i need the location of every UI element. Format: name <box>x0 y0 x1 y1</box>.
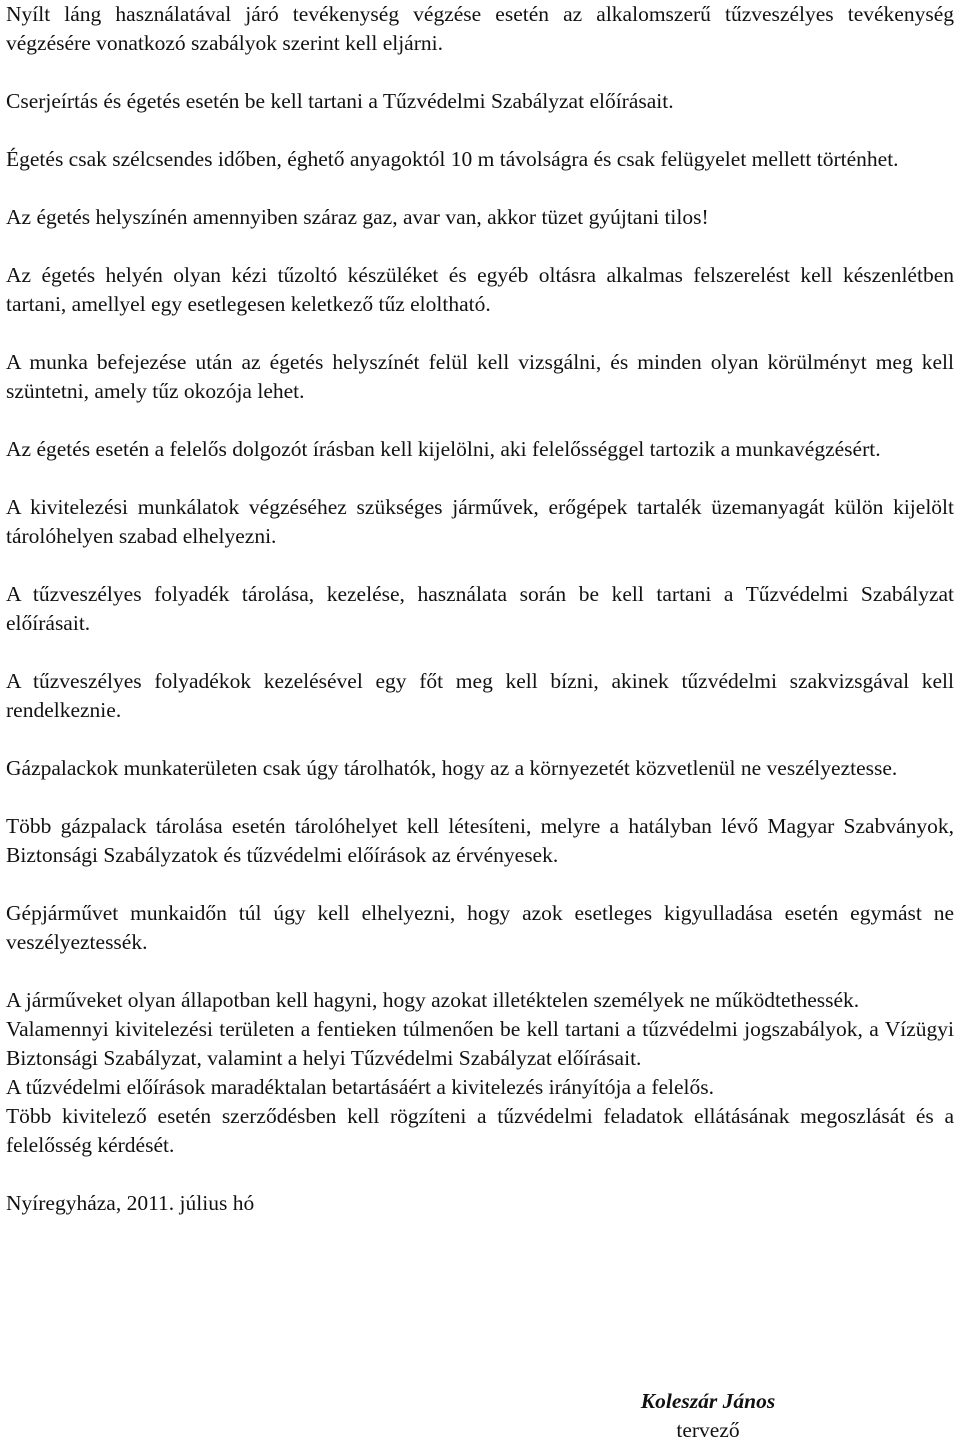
paragraph-site-inspection: A munka befejezése után az égetés helyszínét felül kell vizsgálni, és minden olyan körülményt meg kell szüntetni, amely tűz okozója lehet. <box>6 350 954 403</box>
paragraph-burning-conditions: Égetés csak szélcsendes időben, éghető anyagoktól 10 m távolságra és csak felügyelet mellett történhet. <box>6 147 899 171</box>
paragraph-dry-weeds: Az égetés helyszínén amennyiben száraz gaz, avar van, akkor tüzet gyújtani tilos! <box>6 205 709 229</box>
paragraph-brush-clearing: Cserjeírtás és égetés esetén be kell tartani a Tűzvédelmi Szabályzat előírásait. <box>6 89 674 113</box>
paragraph-vehicle-state: A járműveket olyan állapotban kell hagyni, hogy azokat illetéktelen személyek ne működtethessék. <box>6 988 860 1012</box>
paragraph-open-flame: Nyílt láng használatával járó tevékenység végzése esetén az alkalomszerű tűzveszélyes tevékenység végzésére vonatkozó szabályok szerint kell eljárni. <box>6 2 954 55</box>
paragraph-gas-cylinders: Gázpalackok munkaterületen csak úgy tárolhatók, hogy az a környezetét közvetlenül ne veszélyeztesse. <box>6 756 898 780</box>
paragraph-all-sites: Valamennyi kivitelezési területen a fentieken túlmenően be kell tartani a tűzvédelmi jogszabályok, a Vízügyi Biztonsági Szabályzat, valamint a helyi Tűzvédelmi Szabályzat előírásait. <box>6 1017 954 1070</box>
signature-name: Koleszár János <box>640 1389 776 1413</box>
paragraph-multiple-cylinders: Több gázpalack tárolása esetén tárolóhelyet kell létesíteni, melyre a hatályban lévő Magyar Szabványok, Biztonsági Szabályzatok és tűzvédelmi előírások az érvényesek. <box>6 814 954 867</box>
signature-block <box>628 1387 788 1445</box>
date-line: Nyíregyháza, 2011. július hó <box>6 1191 255 1215</box>
paragraph-fuel-storage: A kivitelezési munkálatok végzéséhez szükséges járművek, erőgépek tartalék üzemanyagát külön kijelölt tárolóhelyen szabad elhelyezni. <box>6 495 954 548</box>
paragraph-extinguisher: Az égetés helyén olyan kézi tűzoltó készüléket és egyéb oltásra alkalmas felszerelést kell készenlétben tartani, amellyel egy esetlegesen keletkező tűz eloltható. <box>6 263 954 316</box>
signature-role: tervező <box>676 1418 740 1442</box>
paragraph-accountability: A tűzvédelmi előírások maradéktalan betartásáért a kivitelezés irányítója a felelős. <box>6 1075 714 1099</box>
paragraph-vehicle-parking: Gépjárművet munkaidőn túl úgy kell elhelyezni, hogy azok esetleges kigyulladása esetén egymást ne veszélyeztessék. <box>6 901 954 954</box>
paragraph-liquid-handler: A tűzveszélyes folyadékok kezelésével egy főt meg kell bízni, akinek tűzvédelmi szakvizsgával kell rendelkeznie. <box>6 669 954 722</box>
paragraph-multiple-contractors: Több kivitelező esetén szerződésben kell rögzíteni a tűzvédelmi feladatok ellátásának megoszlását és a felelősség kérdését. <box>6 1104 954 1157</box>
paragraph-flammable-liquid: A tűzveszélyes folyadék tárolása, kezelése, használata során be kell tartani a Tűzvédelmi Szabályzat előírásait. <box>6 582 954 635</box>
document-body <box>6 0 954 1218</box>
paragraph-responsible-worker: Az égetés esetén a felelős dolgozót írásban kell kijelölni, aki felelősséggel tartozik a munkavégzésért. <box>6 437 881 461</box>
